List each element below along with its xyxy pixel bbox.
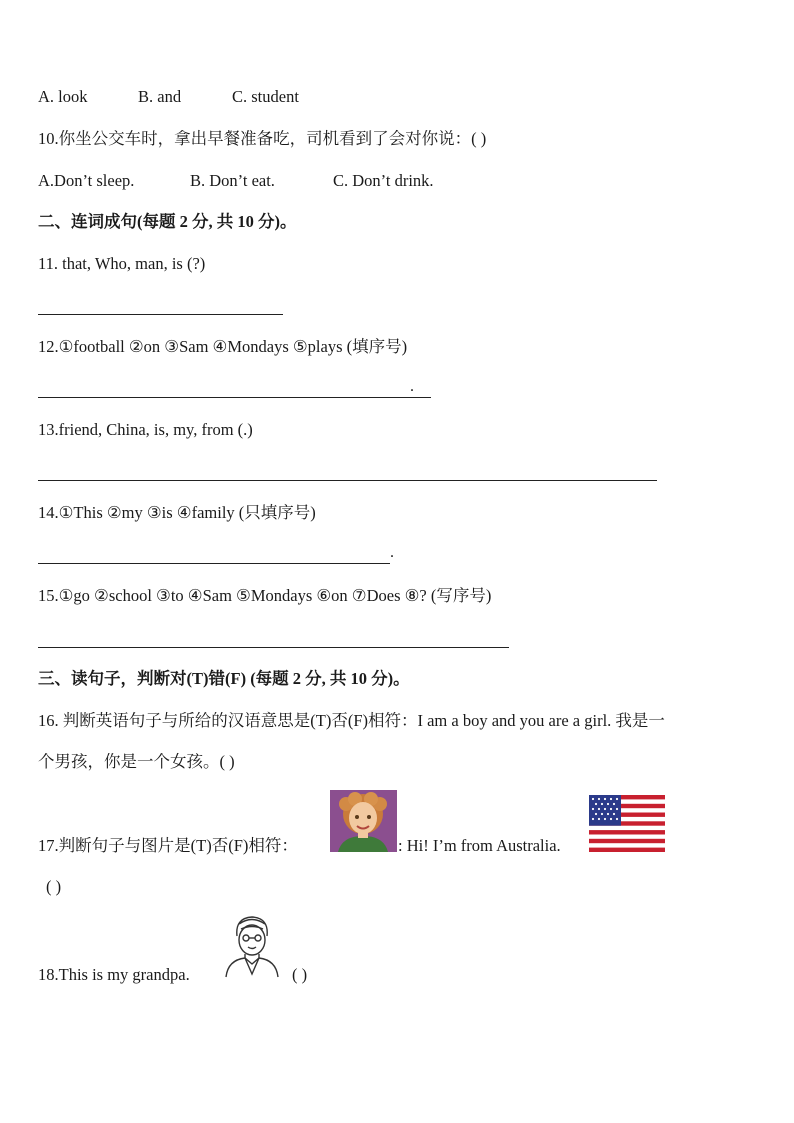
q15-prompt: 15.①go ②school ③to ④Sam ⑤Mondays ⑥on ⑦Does ⑧? (写序号) (38, 586, 492, 605)
q18-sentence: 18.This is my grandpa. (38, 965, 190, 984)
q9-option-c: C. student (232, 87, 299, 106)
usa-flag-image (589, 795, 665, 852)
q18-answer-blank[interactable]: ( ) (292, 965, 308, 984)
q10-option-b: B. Don’t eat. (190, 171, 275, 190)
q12-answer-line[interactable] (38, 396, 431, 398)
q10-question: 10.你坐公交车时，拿出早餐准备吃，司机看到了会对你说：( ) (38, 129, 487, 148)
q15-answer-line[interactable] (38, 646, 509, 648)
q14-period: . (390, 544, 394, 561)
q12-period: . (410, 378, 414, 395)
q17-prefix: 17.判断句子与图片是(T)否(F)相符： (38, 836, 298, 855)
girl-portrait-image (330, 790, 397, 852)
q9-option-b: B. and (138, 87, 182, 106)
q13-answer-line[interactable] (38, 479, 657, 481)
q17-sentence: : Hi! I’m from Australia. (398, 836, 561, 855)
q11-prompt: 11. that, Who, man, is (?) (38, 254, 206, 273)
q13-prompt: 13.friend, China, is, my, from (.) (38, 420, 253, 439)
q14-answer-line[interactable] (38, 562, 390, 564)
q10-option-c: C. Don’t drink. (333, 171, 434, 190)
section3-heading: 三、读句子，判断对(T)错(F) (每题 2 分, 共 10 分)。 (38, 669, 410, 688)
q14-prompt: 14.①This ②my ③is ④family (只填序号) (38, 503, 316, 522)
section2-heading: 二、连词成句(每题 2 分, 共 10 分)。 (38, 212, 297, 231)
q11-answer-line[interactable] (38, 313, 283, 315)
q9-option-a: A. look (38, 87, 88, 106)
grandma-sketch-image (223, 912, 281, 978)
q10-option-a: A.Don’t sleep. (38, 171, 135, 190)
q16-line1: 16. 判断英语句子与所给的汉语意思是(T)否(F)相符：I am a boy and you are a girl. 我是一 (38, 711, 665, 730)
q17-answer-blank[interactable]: ( ) (46, 877, 62, 896)
q12-prompt: 12.①football ②on ③Sam ④Mondays ⑤plays (填序号) (38, 337, 408, 356)
q16-line2: 个男孩，你是一个女孩。( ) (38, 752, 235, 771)
